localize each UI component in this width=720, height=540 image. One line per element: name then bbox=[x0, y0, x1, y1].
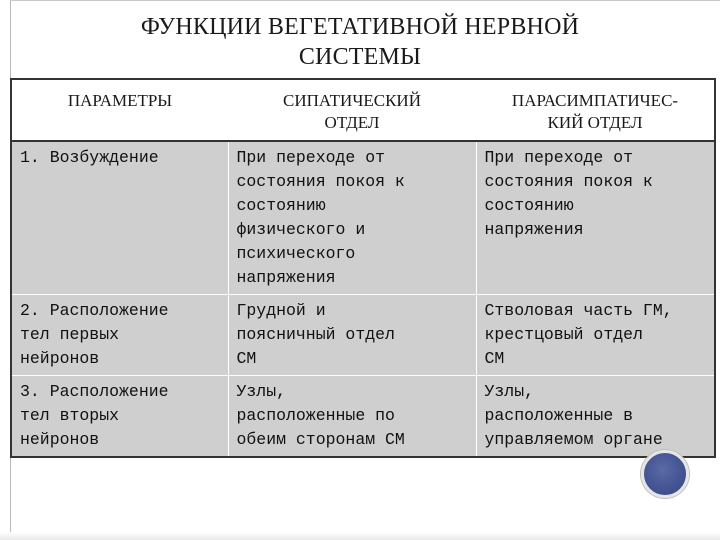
sympathetic-cell-line: расположенные по bbox=[236, 406, 395, 425]
header-sympathetic-line-2: ОТДЕЛ bbox=[324, 113, 380, 132]
table-row bbox=[11, 376, 715, 458]
header-sympathetic-line-1: СИПАТИЧЕСКИЙ bbox=[282, 91, 421, 110]
parasympathetic-cell-line: состоянию bbox=[484, 196, 574, 215]
parameter-cell-line: тел первых bbox=[20, 325, 120, 344]
header-parasympathetic bbox=[476, 79, 715, 141]
parameter-cell-line: нейронов bbox=[20, 349, 100, 368]
header-parameters bbox=[11, 79, 228, 141]
table-row bbox=[11, 141, 715, 295]
parameter-cell bbox=[11, 376, 228, 458]
sympathetic-cell-line: При переходе от bbox=[236, 148, 386, 167]
sympathetic-cell-line: Узлы, bbox=[236, 382, 287, 401]
sympathetic-cell bbox=[228, 141, 476, 295]
sympathetic-cell-line: состояния покоя к bbox=[236, 172, 405, 191]
circle-icon bbox=[641, 450, 689, 498]
sympathetic-cell bbox=[228, 376, 476, 458]
slide-title bbox=[60, 12, 660, 72]
parasympathetic-cell bbox=[476, 295, 715, 376]
slide-top-border bbox=[10, 0, 720, 1]
table-header-row bbox=[11, 79, 715, 141]
parameter-cell-line: нейронов bbox=[20, 430, 100, 449]
header-parasympathetic-line-2: КИЙ ОТДЕЛ bbox=[547, 113, 643, 132]
parameter-cell-line: 1. Возбуждение bbox=[20, 148, 159, 167]
parasympathetic-cell-line: крестцовый отдел bbox=[484, 325, 643, 344]
parameter-cell-line: тел вторых bbox=[20, 406, 120, 425]
sympathetic-cell bbox=[228, 295, 476, 376]
parasympathetic-cell-line: При переходе от bbox=[484, 148, 634, 167]
parameter-cell bbox=[11, 295, 228, 376]
parasympathetic-cell-line: состояния покоя к bbox=[484, 172, 653, 191]
slide-bottom-shade bbox=[0, 532, 720, 540]
parasympathetic-cell bbox=[476, 141, 715, 295]
sympathetic-cell-line: поясничный отдел bbox=[236, 325, 395, 344]
sympathetic-cell-line: состоянию bbox=[236, 196, 326, 215]
parasympathetic-cell-line: СМ bbox=[484, 349, 505, 368]
sympathetic-cell-line: СМ bbox=[236, 349, 257, 368]
functions-table bbox=[10, 78, 716, 458]
sympathetic-cell-line: физического и bbox=[236, 220, 366, 239]
parasympathetic-cell-line: управляемом органе bbox=[484, 430, 663, 449]
table-body bbox=[11, 141, 715, 457]
sympathetic-cell-line: психического bbox=[236, 244, 356, 263]
parasympathetic-cell-line: расположенные в bbox=[484, 406, 634, 425]
sympathetic-cell-line: напряжения bbox=[236, 268, 336, 287]
parameter-cell bbox=[11, 141, 228, 295]
parasympathetic-cell-line: Стволовая часть ГМ, bbox=[484, 301, 673, 320]
parasympathetic-cell-line: Узлы, bbox=[484, 382, 535, 401]
parameter-cell-line: 3. Расположение bbox=[20, 382, 169, 401]
sympathetic-cell-line: обеим сторонам СМ bbox=[236, 430, 405, 449]
parasympathetic-cell-line: напряжения bbox=[484, 220, 584, 239]
header-parasympathetic-line-1: ПАРАСИМПАТИЧЕС- bbox=[511, 91, 679, 110]
slide-title-line-2: СИСТЕМЫ bbox=[298, 44, 422, 70]
slide-title-line-1: ФУНКЦИИ ВЕГЕТАТИВНОЙ НЕРВНОЙ bbox=[140, 14, 580, 40]
header-sympathetic bbox=[228, 79, 476, 141]
parasympathetic-cell bbox=[476, 376, 715, 458]
functions-table-container bbox=[10, 78, 714, 458]
header-parameters-text: ПАРАМЕТРЫ bbox=[67, 91, 173, 110]
sympathetic-cell-line: Грудной и bbox=[236, 301, 326, 320]
table-row bbox=[11, 295, 715, 376]
parameter-cell-line: 2. Расположение bbox=[20, 301, 169, 320]
